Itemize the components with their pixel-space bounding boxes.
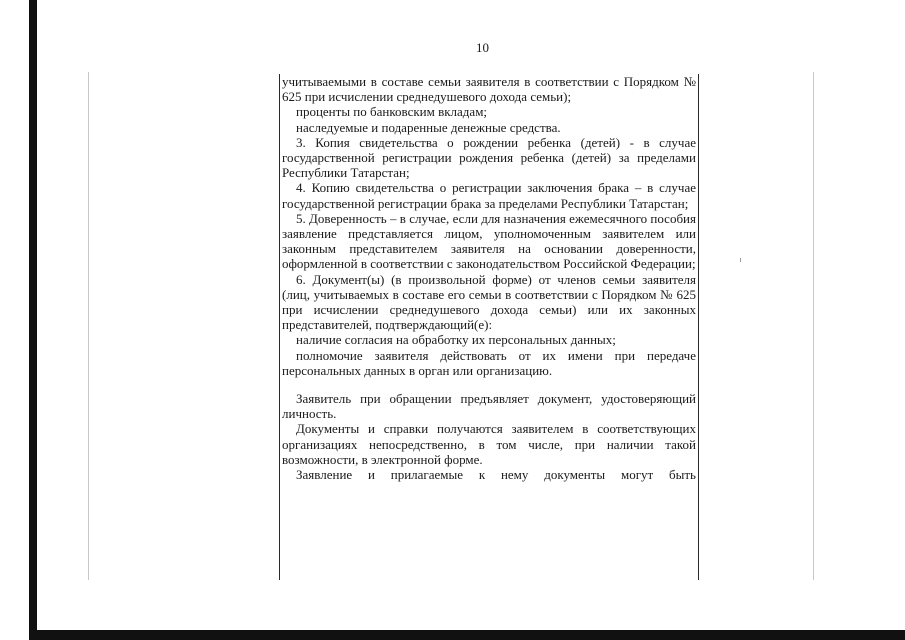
paragraph-item-4: 4. Копию свидетельства о регистрации заключения брака – в случае государственной регистрации брака за пределами Республики Татарстан; — [282, 180, 696, 211]
paragraph-authority: полномочие заявителя действовать от их имени при передаче персональных данных в орган или организацию. — [282, 347, 696, 378]
paragraph-consent: наличие согласия на обработку их персональных данных; — [296, 332, 616, 348]
margin-line-right — [813, 72, 814, 580]
paragraph-inherited-funds: наследуемые и подаренные денежные средства. — [296, 119, 561, 135]
scan-edge-bottom — [29, 630, 905, 640]
paragraph-bank-interest: проценты по банковским вкладам; — [296, 104, 488, 120]
paragraph-item-3: 3. Копия свидетельства о рождении ребенка (детей) - в случае государственной регистрации рождения ребенка (детей) за пределами Республики Татарстан; — [282, 134, 696, 181]
paragraph-documents-obtained: Документы и справки получаются заявителем в соответствующих организациях непосредственно, в том числе, при наличии такой возможности, в электронной форме. — [282, 421, 696, 467]
margin-line-left — [88, 72, 89, 580]
paragraph-item-5: 5. Доверенность – в случае, если для назначения ежемесячного пособия заявление представляется лицом, уполномоченным заявителем или законным представителем заявителя на основании доверенности, оформленной в соответствии с законодательством Российской Федерации; — [282, 210, 696, 272]
paragraph-application-submission: Заявление и прилагаемые к нему документы могут быть — [296, 467, 696, 483]
paragraph-gap — [282, 378, 696, 391]
scan-edge-left — [29, 0, 37, 640]
document-body — [279, 74, 699, 580]
page-number: 10 — [476, 40, 489, 55]
paragraph-identity-document: Заявитель при обращении предъявляет документ, удостоверяющий личность. — [282, 391, 696, 422]
paragraph-income-continued: учитываемыми в составе семьи заявителя в соответствии с Порядком № 625 при исчислении среднедушевого дохода семьи); — [282, 74, 696, 105]
scan-artifact — [740, 258, 741, 262]
paragraph-item-6: 6. Документ(ы) (в произвольной форме) от членов семьи заявителя (лиц, учитываемых в составе его семьи в соответствии с Порядком № 625 при исчислении среднедушевого дохода семьи) или их законных представителей, подтверждающий(е): — [282, 271, 696, 333]
